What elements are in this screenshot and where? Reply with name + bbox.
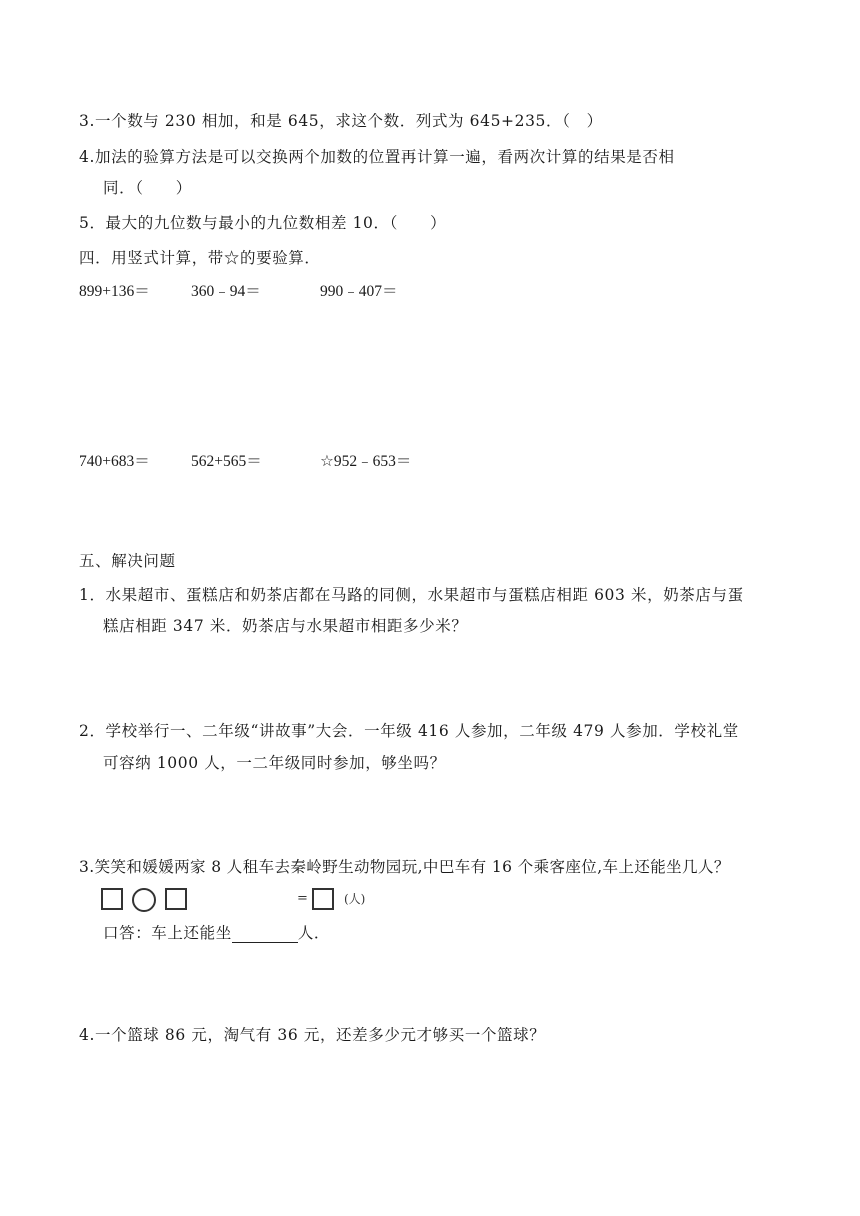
operator-circle[interactable] [132,888,156,912]
answer-prefix: 口答：车上还能坐 [103,924,232,942]
calc-problem: 990﹣407＝ [320,283,398,300]
problem-3-text: 3.笑笑和媛媛两家 8 人租车去秦岭野生动物园玩,中巴车有 16 个乘客座位,车上还能坐几人？ [79,858,730,876]
judge-question-5: 5．最大的九位数与最小的九位数相差 10．（ ） [79,214,447,232]
calc-problem: 899+136＝ [79,283,150,300]
section-4-title: 四．用竖式计算，带☆的要验算． [79,249,321,267]
calc-problem: 360﹣94＝ [191,283,261,300]
problem-1-line1: 1．水果超市、蛋糕店和奶茶店都在马路的同侧，水果超市与蛋糕店相距 603 米，奶茶店与蛋 [79,586,744,604]
problem-4-text: 4.一个篮球 86 元，淘气有 36 元，还差多少元才够买一个篮球？ [79,1026,546,1044]
answer-box[interactable] [165,888,187,910]
answer-blank[interactable] [232,926,298,943]
equation-template [101,885,366,915]
problem-1-line2: 糕店相距 347 米．奶茶店与水果超市相距多少米？ [103,617,468,635]
result-box[interactable] [312,888,334,910]
judge-question-4-line2: 同．（ ） [103,179,192,197]
equals-sign: = [297,891,308,906]
section-5-title: 五、解决问题 [79,552,176,570]
calc-problem: 562+565＝ [191,453,262,470]
answer-suffix: 人． [297,924,331,942]
unit-label: (人) [344,892,366,906]
problem-2-line1: 2．学校举行一、二年级“讲故事”大会．一年级 416 人参加，二年级 479 人参加．学校礼堂 [79,722,739,740]
problem-2-line2: 可容纳 1000 人，一二年级同时参加，够坐吗？ [103,754,446,772]
judge-question-4-line1: 4.加法的验算方法是可以交换两个加数的位置再计算一遍，看两次计算的结果是否相 [79,148,675,166]
judge-question-3: 3.一个数与 230 相加，和是 645，求这个数．列式为 645+235．（ ） [79,112,603,130]
answer-box[interactable] [101,888,123,910]
problem-3-answer-line [103,923,330,943]
calc-problem: 740+683＝ [79,453,150,470]
calc-problem-with-check: ☆952﹣653＝ [320,453,412,470]
